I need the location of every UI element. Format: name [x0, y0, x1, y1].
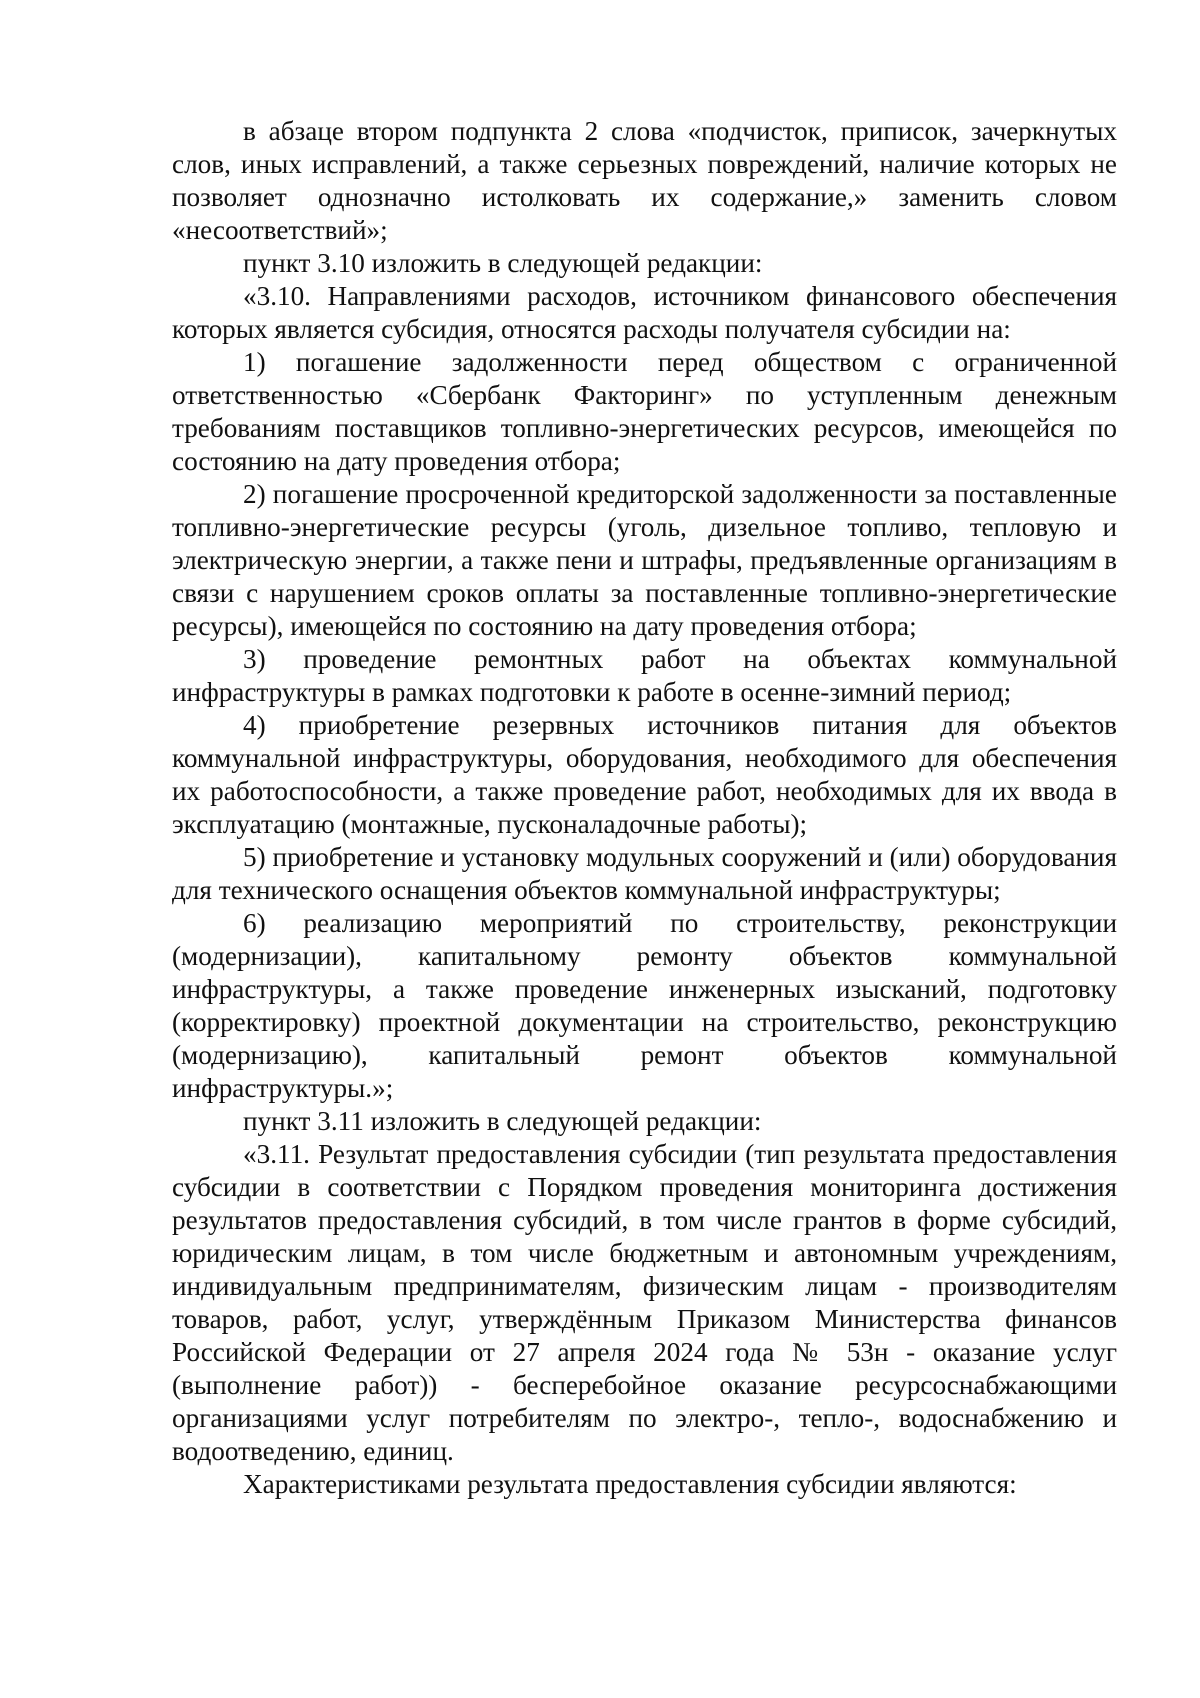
- paragraph-list-item-5: 5) приобретение и установку модульных сооружений и (или) оборудования для технического оснащения объектов коммунальной инфраструктуры;: [172, 842, 1117, 905]
- paragraph-list-item-4: 4) приобретение резервных источников питания для объектов коммунальной инфраструктуры, оборудования, необходимого для обеспечения их работоспособности, а также проведение работ, необходимых для их ввода в эксплуатацию (монтажные, пусконаладочные работы);: [172, 710, 1117, 839]
- paragraph-item-3-11-intro: пункт 3.11 изложить в следующей редакции:: [243, 1106, 762, 1136]
- paragraph-item-3-10: «3.10. Направлениями расходов, источником финансового обеспечения которых является субсидия, относятся расходы получателя субсидии на:: [172, 281, 1117, 344]
- paragraph-list-item-1: 1) погашение задолженности перед обществом с ограниченной ответственностью «Сбербанк Факторинг» по уступленным денежным требованиям поставщиков топливно-энергетических ресурсов, имеющейся по состоянию на дату проведения отбора;: [172, 347, 1117, 476]
- paragraph-amendment-subitem-2: в абзаце втором подпункта 2 слова «подчисток, приписок, зачеркнутых слов, иных исправлений, а также серьезных повреждений, наличие которых не позволяет однозначно истолковать их содержание,» заменить словом «несоответствий»;: [172, 116, 1117, 245]
- paragraph-list-item-2: 2) погашение просроченной кредиторской задолженности за поставленные топливно-энергетические ресурсы (уголь, дизельное топливо, тепловую и электрическую энергии, а также пени и штрафы, предъявленные организациям в связи с нарушением сроков оплаты за поставленные топливно-энергетические ресурсы), имеющейся по состоянию на дату проведения отбора;: [172, 479, 1117, 641]
- document-body: [172, 115, 1117, 1501]
- paragraph-list-item-6: 6) реализацию мероприятий по строительству, реконструкции (модернизации), капитальному ремонту объектов коммунальной инфраструктуры, а также проведение инженерных изысканий, подготовку (корректировку) проектной документации на строительство, реконструкцию (модернизацию), капитальный ремонт объектов коммунальной инфраструктуры.»;: [172, 908, 1117, 1103]
- paragraph-item-3-11: «3.11. Результат предоставления субсидии (тип результата предоставления субсидии в соответствии с Порядком проведения мониторинга достижения результатов предоставления субсидий, в том числе грантов в форме субсидий, юридическим лицам, в том числе бюджетным и автономным учреждениям, индивидуальным предпринимателям, физическим лицам - производителям товаров, работ, услуг, утверждённым Приказом Министерства финансов Российской Федерации от 27 апреля 2024 года № 53н - оказание услуг (выполнение работ)) - бесперебойное оказание ресурсоснабжающими организациями услуг потребителям по электро-, тепло-, водоснабжению и водоотведению, единиц.: [172, 1139, 1117, 1466]
- paragraph-list-item-3: 3) проведение ремонтных работ на объектах коммунальной инфраструктуры в рамках подготовки к работе в осенне-зимний период;: [172, 644, 1117, 707]
- paragraph-item-3-10-intro: пункт 3.10 изложить в следующей редакции:: [243, 248, 763, 278]
- paragraph-result-characteristics: Характеристиками результата предоставления субсидии являются:: [243, 1469, 1017, 1499]
